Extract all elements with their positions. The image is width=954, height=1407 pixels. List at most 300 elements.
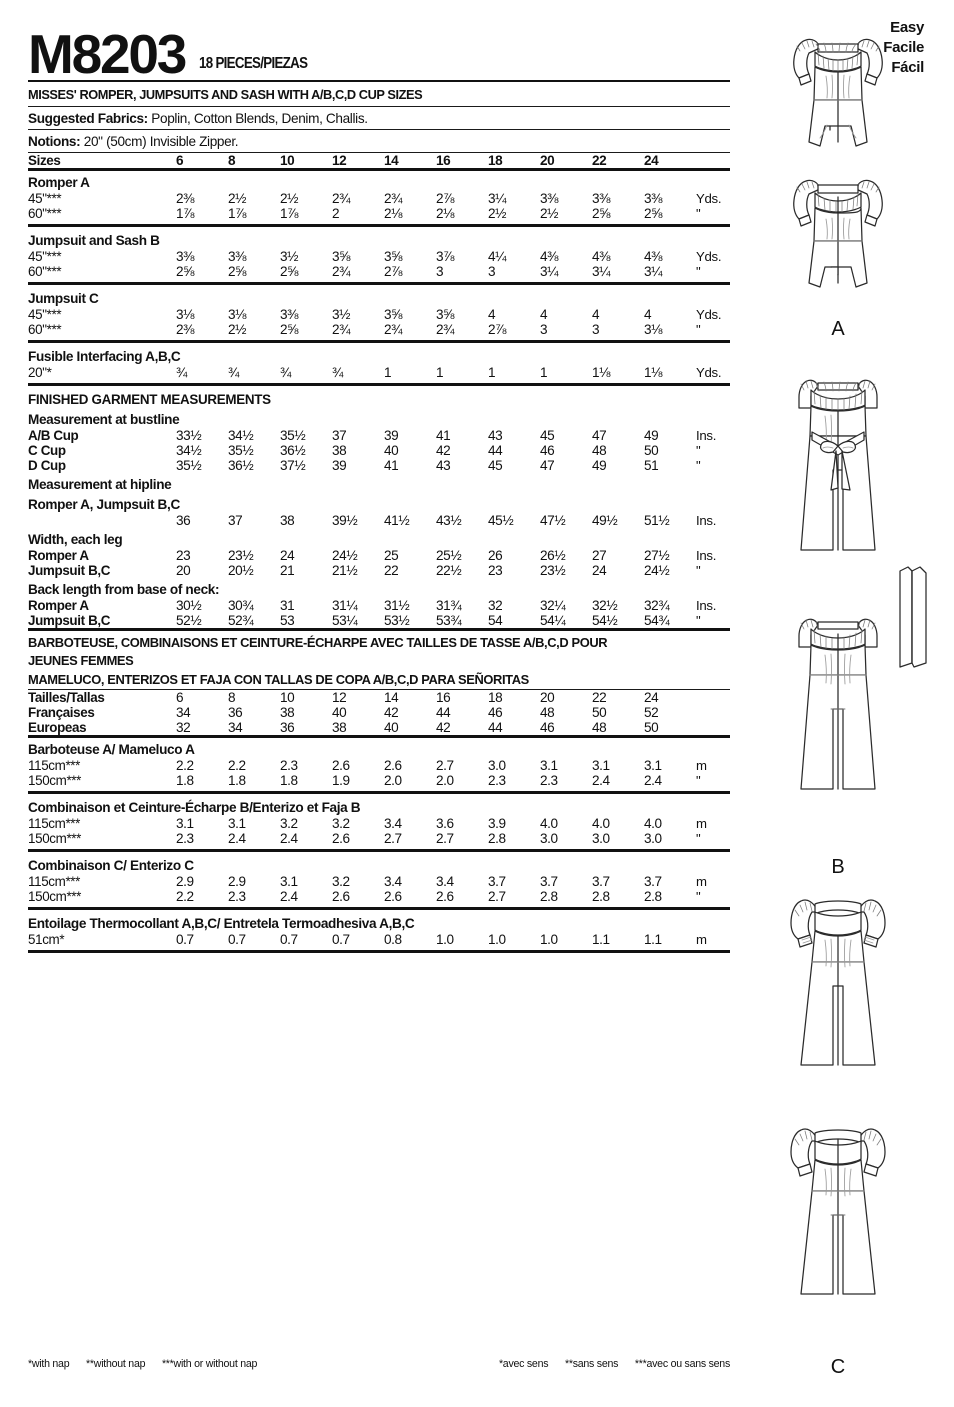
cell-value: 46 — [540, 443, 555, 458]
cell-value: 3⅜ — [228, 249, 247, 264]
cell-value: 2.6 — [332, 830, 350, 846]
cell-value: 22 — [592, 153, 607, 168]
back-length-heading: Back length from base of neck: — [28, 582, 220, 597]
cell-value: 21 — [280, 563, 295, 578]
cell-value: 36½ — [228, 458, 254, 473]
cell-value: 2½ — [228, 322, 247, 337]
table-row — [28, 249, 738, 264]
cell-value: 30¾ — [228, 598, 254, 613]
table-row — [28, 428, 738, 443]
cell-value: 2¾ — [332, 322, 351, 337]
row-unit: " — [696, 613, 701, 628]
notions-row — [28, 130, 730, 152]
cell-value: 2½ — [280, 191, 299, 206]
cell-value: 2.0 — [384, 772, 402, 788]
table-row — [28, 874, 738, 889]
cell-value: 39 — [384, 428, 399, 443]
cell-value: 2.7 — [436, 757, 454, 773]
metric-section-heading: Barboteuse A/ Mameluco A — [28, 741, 195, 757]
cell-value: 2.7 — [436, 830, 454, 846]
jumpsuit-c-front-view — [763, 890, 913, 1125]
cell-value: 40 — [384, 443, 399, 458]
cell-value: 34½ — [228, 428, 254, 443]
cell-value: 1⅞ — [280, 206, 299, 221]
cell-value: 3 — [540, 322, 548, 337]
cell-value: 33½ — [176, 428, 202, 443]
view-letter-b: B — [831, 856, 845, 878]
cell-value: 2¾ — [384, 191, 403, 206]
cell-value: 1.8 — [280, 772, 298, 788]
row-label: Sizes — [28, 153, 61, 168]
cell-value: 45 — [488, 458, 503, 473]
row-unit — [696, 705, 738, 720]
cell-value: 49½ — [592, 513, 618, 528]
cell-value: 30½ — [176, 598, 202, 613]
cell-value: 16 — [436, 153, 451, 168]
cell-value: 2.6 — [384, 888, 402, 904]
cell-value: 38 — [332, 719, 347, 735]
table-row — [28, 598, 738, 613]
row-unit: " — [696, 888, 701, 904]
divider — [28, 282, 730, 285]
cell-value: 1.1 — [592, 931, 610, 947]
table-row — [28, 758, 738, 773]
row-unit: Ins. — [696, 598, 717, 613]
table-row — [28, 443, 738, 458]
hipline-subheading: Romper A, Jumpsuit B,C — [28, 497, 180, 512]
cell-value: 4 — [488, 307, 496, 322]
row-label: 60"*** — [28, 322, 62, 337]
cell-value: 24 — [644, 689, 659, 705]
cell-value: 50 — [644, 719, 659, 735]
row-unit: Ins. — [696, 513, 717, 528]
row-label: 150cm*** — [28, 830, 82, 846]
cell-value: 24 — [280, 548, 295, 563]
row-unit: m — [696, 815, 707, 831]
cell-value: 3¼ — [644, 264, 663, 279]
cell-value: 24 — [644, 153, 659, 168]
row-unit: " — [696, 264, 701, 279]
cell-value: 2.8 — [488, 830, 506, 846]
cell-value: 3⅛ — [176, 307, 195, 322]
metric-yardage-table — [28, 758, 738, 788]
cell-value: 31½ — [384, 598, 410, 613]
bilingual-title — [28, 631, 730, 689]
cell-value: 23½ — [228, 548, 254, 563]
row-unit: " — [696, 443, 701, 458]
cell-value: 2⅛ — [436, 206, 455, 221]
cell-value: 2⅞ — [488, 322, 507, 337]
cell-value: 42 — [436, 719, 451, 735]
cell-value: 44 — [436, 704, 451, 720]
cell-value: 8 — [228, 689, 236, 705]
cell-value: 41 — [436, 428, 451, 443]
yardage-table — [28, 249, 738, 279]
table-row — [28, 513, 738, 528]
footnote-without-nap: **without nap — [86, 1358, 146, 1370]
cell-value: 22 — [384, 563, 399, 578]
section-heading: Romper A — [28, 175, 90, 190]
cell-value: 37 — [332, 428, 347, 443]
cell-value: 31¼ — [332, 598, 358, 613]
cell-value: 41½ — [384, 513, 410, 528]
page-title: MISSES' ROMPER, JUMPSUITS AND SASH WITH A/B,C,D CUP SIZES — [28, 87, 423, 102]
cell-value: 2¾ — [436, 322, 455, 337]
notions-label: Notions: — [28, 134, 81, 149]
cell-value: 3 — [592, 322, 600, 337]
cell-value: 12 — [332, 689, 347, 705]
cell-value: 24½ — [332, 548, 358, 563]
row-unit: " — [696, 206, 701, 221]
cell-value: 0.7 — [176, 931, 194, 947]
cell-value: 2.8 — [592, 888, 610, 904]
metric-section-heading: Entoilage Thermocollant A,B,C/ Entretela Termoadhesiva A,B,C — [28, 915, 415, 931]
row-label: 115cm*** — [28, 757, 81, 773]
cell-value: 2⅝ — [176, 264, 195, 279]
cell-value: 35½ — [280, 428, 306, 443]
cell-value: 1⅞ — [228, 206, 247, 221]
row-unit — [696, 720, 738, 735]
row-unit: Yds. — [696, 307, 722, 322]
cell-value: 14 — [384, 689, 399, 705]
row-unit: " — [696, 830, 701, 846]
cell-value: 1 — [384, 365, 392, 380]
cell-value: 2⅝ — [592, 206, 611, 221]
cell-value: 4.0 — [540, 815, 558, 831]
cell-value: 52 — [644, 704, 659, 720]
cell-value: 42 — [436, 443, 451, 458]
cell-value: ¾ — [332, 365, 343, 380]
cell-value: 2.3 — [280, 757, 298, 773]
cell-value: 2.4 — [280, 830, 298, 846]
cell-value: 3.1 — [540, 757, 558, 773]
cell-value: 49 — [644, 428, 659, 443]
cell-value: 10 — [280, 689, 295, 705]
cell-value: 3.2 — [332, 815, 350, 831]
row-unit: " — [696, 322, 701, 337]
cell-value: 2 — [332, 206, 340, 221]
cell-value: 1.1 — [644, 931, 662, 947]
cell-value: 41 — [384, 458, 399, 473]
cell-value: 34 — [228, 719, 243, 735]
cell-value: 49 — [592, 458, 607, 473]
row-unit: m — [696, 931, 707, 947]
cell-value: 3¼ — [592, 264, 611, 279]
cell-value: 32¾ — [644, 598, 670, 613]
table-row — [28, 816, 738, 831]
table-row — [28, 613, 738, 628]
footnotes-french — [485, 1358, 730, 1370]
cell-value: 4⅜ — [644, 249, 663, 264]
cell-value: ¾ — [228, 365, 239, 380]
cell-value: 24 — [592, 563, 607, 578]
table-row — [28, 458, 738, 473]
cell-value: 2.0 — [436, 772, 454, 788]
cell-value: 50 — [592, 704, 607, 720]
cell-value: 46 — [540, 719, 555, 735]
footnote-avec-sens: *avec sens — [498, 1358, 549, 1370]
row-label: 45"*** — [28, 307, 62, 322]
row-label: A/B Cup — [28, 428, 79, 443]
cell-value: 18 — [488, 689, 503, 705]
footnote-sans-sens: **sans sens — [564, 1358, 619, 1370]
footnote-with-nap: *with nap — [28, 1358, 70, 1370]
cell-value: 18 — [488, 153, 503, 168]
cell-value: 1 — [436, 365, 444, 380]
footnote-avec-ou-sans-sens: ***avec ou sans sens — [634, 1358, 730, 1370]
cell-value: 2⅜ — [176, 191, 195, 206]
row-unit: " — [696, 458, 701, 473]
cell-value: 46 — [488, 704, 503, 720]
cell-value: 2.4 — [592, 772, 610, 788]
cell-value: 3⅜ — [540, 191, 559, 206]
pattern-number: M8203 — [28, 23, 186, 86]
cell-value: 4 — [592, 307, 600, 322]
back-length-table — [28, 598, 738, 628]
row-label: Jumpsuit B,C — [28, 613, 111, 628]
cell-value: 3.7 — [540, 873, 558, 889]
row-label: 20"* — [28, 365, 52, 380]
cell-value: 3.0 — [644, 830, 662, 846]
cell-value: 4⅜ — [540, 249, 559, 264]
row-label: 51cm* — [28, 931, 65, 947]
cell-value: 10 — [280, 153, 295, 168]
cell-value: 35½ — [176, 458, 202, 473]
piece-count: 18 PIECES/PIEZAS — [199, 55, 308, 72]
divider — [28, 907, 730, 910]
cell-value: 3.9 — [488, 815, 506, 831]
cell-value: 3.1 — [280, 873, 298, 889]
row-label — [28, 513, 176, 528]
row-unit: Ins. — [696, 548, 717, 563]
row-unit: m — [696, 873, 707, 889]
cell-value: 54½ — [592, 613, 618, 628]
cell-value: 20 — [540, 689, 555, 705]
cell-value: 45½ — [488, 513, 514, 528]
cell-value: 52¾ — [228, 613, 254, 628]
cell-value: 3.4 — [384, 815, 402, 831]
cell-value: 32½ — [592, 598, 618, 613]
cell-value: 36 — [280, 719, 295, 735]
cell-value: 22 — [592, 689, 607, 705]
row-label: Romper A — [28, 598, 89, 613]
cell-value: 48 — [592, 443, 607, 458]
cell-value: 42 — [384, 704, 399, 720]
table-row — [28, 773, 738, 788]
cell-value: 1.0 — [540, 931, 558, 947]
row-unit: Yds. — [696, 249, 722, 264]
cell-value: 2½ — [228, 191, 247, 206]
cell-value: 50 — [644, 443, 659, 458]
cell-value: 35½ — [228, 443, 254, 458]
row-unit: " — [696, 563, 701, 578]
row-label: 60"*** — [28, 206, 62, 221]
cell-value: 44 — [488, 443, 503, 458]
cell-value: 2.6 — [436, 888, 454, 904]
cell-value: 54 — [488, 613, 503, 628]
cell-value: 16 — [436, 689, 451, 705]
cell-value: 31¾ — [436, 598, 462, 613]
cell-value: 2.3 — [540, 772, 558, 788]
cell-value: 3.1 — [228, 815, 246, 831]
view-letter-a: A — [831, 318, 845, 340]
cell-value: 44 — [488, 719, 503, 735]
cell-value: 2⅜ — [176, 322, 195, 337]
cell-value: 0.7 — [228, 931, 246, 947]
cell-value: 3.7 — [644, 873, 662, 889]
metric-sizes-table — [28, 690, 738, 735]
cell-value: 39½ — [332, 513, 358, 528]
cell-value: 23½ — [540, 563, 566, 578]
cell-value: 3.2 — [332, 873, 350, 889]
cell-value: 8 — [228, 153, 236, 168]
cell-value: 2.2 — [176, 888, 194, 904]
cell-value: 2⅞ — [384, 264, 403, 279]
divider — [28, 340, 730, 343]
cell-value: 6 — [176, 153, 184, 168]
table-row — [28, 191, 738, 206]
cell-value: 47 — [592, 428, 607, 443]
cell-value: 1⅛ — [592, 365, 611, 380]
cell-value: 51½ — [644, 513, 670, 528]
cell-value: 2¾ — [384, 322, 403, 337]
table-row — [28, 932, 738, 947]
cell-value: 2.4 — [644, 772, 662, 788]
cell-value: 23 — [488, 563, 503, 578]
table-row — [28, 365, 738, 380]
cell-value: 0.8 — [384, 931, 402, 947]
cell-value: 43 — [436, 458, 451, 473]
footnotes — [28, 1358, 730, 1370]
cell-value: 48 — [592, 719, 607, 735]
cell-value: 2.9 — [228, 873, 246, 889]
cell-value: 1.0 — [488, 931, 506, 947]
table-row — [28, 264, 738, 279]
cell-value: 24½ — [644, 563, 670, 578]
cell-value: 2.4 — [228, 830, 246, 846]
cell-value: 4¼ — [488, 249, 507, 264]
cell-value: 2½ — [540, 206, 559, 221]
cell-value: 43 — [488, 428, 503, 443]
hipline-table — [28, 513, 738, 528]
cell-value: 2.7 — [384, 830, 402, 846]
cell-value: 2⅛ — [384, 206, 403, 221]
cell-value: 3.4 — [384, 873, 402, 889]
cell-value: 20½ — [228, 563, 254, 578]
cell-value: 38 — [280, 513, 295, 528]
cell-value: 32¼ — [540, 598, 566, 613]
cell-value: 3.4 — [436, 873, 454, 889]
row-label: Europeas — [28, 719, 87, 735]
cell-value: 1.9 — [332, 772, 350, 788]
bustline-table — [28, 428, 738, 473]
cell-value: 0.7 — [332, 931, 350, 947]
cell-value: 2⅝ — [644, 206, 663, 221]
jumpsuit-c-back-view — [763, 1119, 913, 1354]
suggested-fabrics-label: Suggested Fabrics: — [28, 111, 148, 126]
cell-value: 43½ — [436, 513, 462, 528]
cell-value: 14 — [384, 153, 399, 168]
difficulty-fr: Facile — [883, 38, 924, 56]
cell-value: 2⅝ — [280, 264, 299, 279]
illustrations-column — [738, 18, 938, 1378]
specifications-column — [28, 18, 730, 955]
table-row — [28, 705, 738, 720]
cell-value: 22½ — [436, 563, 462, 578]
row-label: Tailles/Tallas — [28, 689, 105, 705]
cell-value: 53¼ — [332, 613, 358, 628]
cell-value: 1 — [540, 365, 548, 380]
cell-value: 2.3 — [176, 830, 194, 846]
finished-measurements-heading: FINISHED GARMENT MEASUREMENTS — [28, 392, 271, 407]
illustration-view-c — [738, 890, 938, 1379]
cell-value: 3½ — [332, 307, 351, 322]
row-label: 45"*** — [28, 191, 62, 206]
cell-value: 3⅛ — [228, 307, 247, 322]
cell-value: 3¼ — [540, 264, 559, 279]
cell-value: 47½ — [540, 513, 566, 528]
table-row — [28, 206, 738, 221]
row-unit — [696, 153, 738, 168]
cell-value: 40 — [332, 704, 347, 720]
row-unit: Yds. — [696, 191, 722, 206]
cell-value: 26½ — [540, 548, 566, 563]
bilingual-title-line-1: BARBOTEUSE, COMBINAISONS ET CEINTURE-ÉCHARPE AVEC TAILLES DE TASSE A/B,C,D POUR — [28, 635, 608, 650]
cell-value: 2¾ — [332, 264, 351, 279]
divider — [28, 849, 730, 852]
cell-value: 3⅝ — [436, 307, 455, 322]
cell-value: 53 — [280, 613, 295, 628]
cell-value: 4.0 — [592, 815, 610, 831]
sizes-header-table — [28, 153, 738, 168]
cell-value: 3⅞ — [436, 249, 455, 264]
row-label: Romper A — [28, 548, 89, 563]
yardage-sections — [28, 171, 730, 386]
bilingual-title-line-3: MAMELUCO, ENTERIZOS ET FAJA CON TALLAS DE COPA A/B,C,D PARA SEÑORITAS — [28, 671, 529, 687]
cell-value: 53¾ — [436, 613, 462, 628]
row-unit — [696, 690, 738, 705]
hipline-heading: Measurement at hipline — [28, 477, 172, 492]
row-label: 115cm*** — [28, 815, 81, 831]
cell-value: 3.7 — [592, 873, 610, 889]
cell-value: 34 — [176, 704, 191, 720]
row-label: 60"*** — [28, 264, 62, 279]
metric-yardage-table — [28, 932, 738, 947]
cell-value: 52½ — [176, 613, 202, 628]
table-row — [28, 307, 738, 322]
cell-value: 54¾ — [644, 613, 670, 628]
difficulty-es: Fácil — [891, 58, 924, 76]
cell-value: 3⅜ — [644, 191, 663, 206]
bilingual-title-line-2: JEUNES FEMMES — [28, 653, 134, 669]
cell-value: 2.3 — [488, 772, 506, 788]
cell-value: 3.1 — [176, 815, 194, 831]
cell-value: 32 — [176, 719, 191, 735]
cell-value: 2.3 — [228, 888, 246, 904]
cell-value: 1.8 — [228, 772, 246, 788]
cell-value: 3⅛ — [644, 322, 663, 337]
notions-value: 20" (50cm) Invisible Zipper. — [83, 134, 239, 149]
cell-value: 20 — [176, 563, 191, 578]
bustline-heading: Measurement at bustline — [28, 412, 180, 427]
cell-value: 2.6 — [332, 888, 350, 904]
table-row — [28, 889, 738, 904]
row-label: Jumpsuit B,C — [28, 563, 111, 578]
cell-value: 2.9 — [176, 873, 194, 889]
yardage-table — [28, 307, 738, 337]
divider — [28, 791, 730, 794]
cell-value: 3.6 — [436, 815, 454, 831]
